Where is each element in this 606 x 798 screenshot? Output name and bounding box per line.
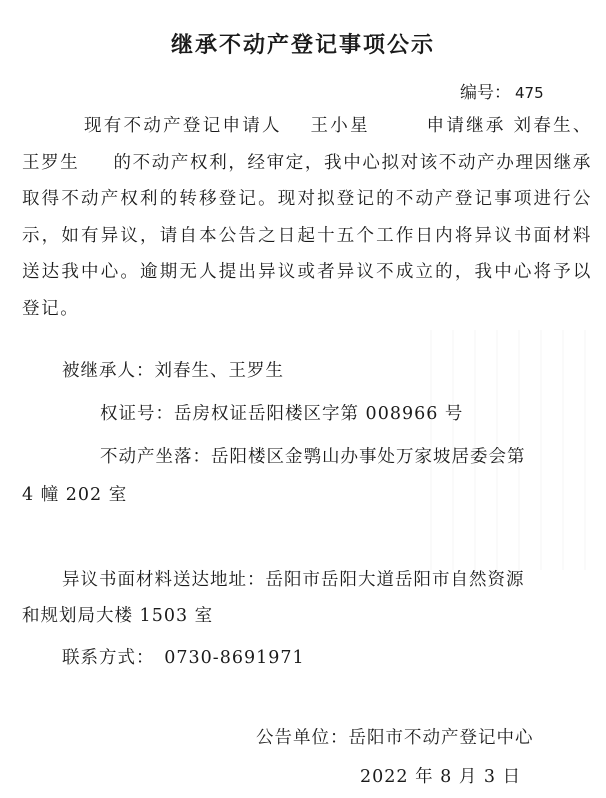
objection-address-line-1: 异议书面材料送达地址：岳阳市岳阳大道岳阳市自然资源: [62, 570, 525, 590]
serial-value: 475: [515, 84, 544, 102]
notice-body-paragraph: [22, 108, 592, 327]
serial-number: [460, 78, 544, 103]
date-line: 2022 年 8 月 3 日: [360, 767, 522, 787]
location-line-2: 4 幢 202 室: [22, 485, 128, 505]
decedents-line: 被继承人：刘春生、王罗生: [62, 361, 284, 381]
decedent-names-inline: 刘春生、王罗生: [22, 116, 592, 173]
objection-address-line-2: 和规划局大楼 1503 室: [22, 606, 214, 626]
notice-title: 继承不动产登记事项公示: [170, 33, 435, 58]
issuer-line: 公告单位：岳阳市不动产登记中心: [256, 728, 534, 748]
applicant-name: 王小星: [309, 116, 370, 136]
certificate-line: 权证号：岳房权证岳阳楼区字第 008966 号: [100, 404, 464, 424]
intro-middle: 申请继承: [425, 116, 506, 136]
intro-rest: 的不动产权利，经审定，我中心拟对该不动产办理因继承取得不动产权利的转移登记。现对拟登记的不动产登记事项进行公示，如有异议，请自本公告之日起十五个工作日内将异议书面材料送达我中心。逾期无人提出异议或者异议不成立的，我中心将予以登记。: [22, 152, 592, 319]
location-line-1: 不动产坐落：岳阳楼区金鹗山办事处万家坡居委会第: [100, 447, 526, 467]
contact-line: 联系方式： 0730-8691971: [62, 648, 305, 668]
intro-prefix: 现有不动产登记申请人: [84, 116, 282, 136]
serial-label: 编号：: [460, 83, 511, 103]
